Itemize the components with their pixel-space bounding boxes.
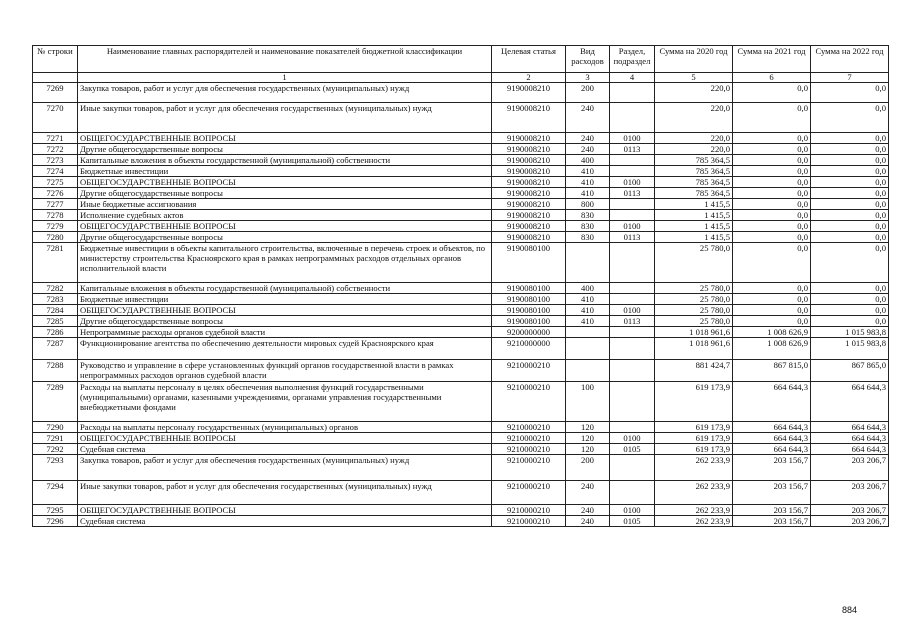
target-article-cell: 9190080100 [492, 305, 566, 316]
target-article-cell: 9190080100 [492, 283, 566, 294]
table-row [33, 83, 889, 103]
sum-2020-cell: 619 173,9 [655, 422, 733, 433]
sum-2020-cell: 220,0 [655, 144, 733, 155]
target-article-cell: 9190008210 [492, 199, 566, 210]
section-cell [610, 360, 655, 382]
name-cell: ОБЩЕГОСУДАРСТВЕННЫЕ ВОПРОСЫ [78, 221, 492, 232]
sum-2022-cell: 0,0 [811, 294, 889, 305]
sum-2021-cell: 0,0 [733, 155, 811, 166]
sum-2022-cell: 0,0 [811, 155, 889, 166]
sum-2020-cell: 1 415,5 [655, 199, 733, 210]
expense-type-cell: 800 [566, 199, 610, 210]
table-row [33, 210, 889, 221]
table-row [33, 455, 889, 481]
sum-2020-cell: 785 364,5 [655, 155, 733, 166]
section-cell: 0113 [610, 232, 655, 243]
sum-2020-cell: 1 415,5 [655, 221, 733, 232]
sum-2021-cell: 1 008 626,9 [733, 327, 811, 338]
target-article-cell: 9210000210 [492, 516, 566, 527]
table-row [33, 516, 889, 527]
target-article-cell: 9190008210 [492, 166, 566, 177]
section-cell [610, 455, 655, 481]
name-cell: Бюджетные инвестиции [78, 166, 492, 177]
sum-2020-cell: 220,0 [655, 133, 733, 144]
sum-2022-cell: 0,0 [811, 177, 889, 188]
section-cell: 0100 [610, 505, 655, 516]
sum-2022-cell: 0,0 [811, 133, 889, 144]
sum-2020-cell: 1 415,5 [655, 210, 733, 221]
row-number-cell: 7292 [33, 444, 78, 455]
table-row [33, 243, 889, 283]
section-cell [610, 294, 655, 305]
expense-type-cell [566, 338, 610, 360]
expense-type-cell: 410 [566, 188, 610, 199]
sum-2021-cell: 203 156,7 [733, 455, 811, 481]
row-number-cell: 7283 [33, 294, 78, 305]
table-row [33, 133, 889, 144]
target-article-cell: 9210000000 [492, 338, 566, 360]
expense-type-cell: 410 [566, 294, 610, 305]
sum-2021-cell: 0,0 [733, 188, 811, 199]
target-article-cell: 9190080100 [492, 294, 566, 305]
name-cell: Другие общегосударственные вопросы [78, 188, 492, 199]
sum-2020-cell: 619 173,9 [655, 433, 733, 444]
expense-type-cell: 240 [566, 103, 610, 133]
table-row [33, 199, 889, 210]
sum-2022-cell: 0,0 [811, 232, 889, 243]
row-number-cell: 7296 [33, 516, 78, 527]
table-row [33, 360, 889, 382]
name-cell: Другие общегосударственные вопросы [78, 232, 492, 243]
name-cell: Закупка товаров, работ и услуг для обеспечения государственных (муниципальных) нужд [78, 83, 492, 103]
sum-2020-cell: 262 233,9 [655, 505, 733, 516]
sum-2022-cell: 0,0 [811, 103, 889, 133]
row-number-cell: 7272 [33, 144, 78, 155]
table-row [33, 382, 889, 422]
expense-type-cell: 200 [566, 455, 610, 481]
sum-2020-cell: 881 424,7 [655, 360, 733, 382]
table-row [33, 338, 889, 360]
table-row [33, 316, 889, 327]
sum-2021-cell: 664 644,3 [733, 444, 811, 455]
row-number-cell: 7293 [33, 455, 78, 481]
name-cell: Иные бюджетные ассигнования [78, 199, 492, 210]
target-article-cell: 9210000210 [492, 360, 566, 382]
row-number-cell: 7290 [33, 422, 78, 433]
row-number-cell: 7276 [33, 188, 78, 199]
target-article-cell: 9190008210 [492, 221, 566, 232]
row-number-cell: 7285 [33, 316, 78, 327]
section-cell [610, 283, 655, 294]
section-cell [610, 210, 655, 221]
sum-2021-cell: 867 815,0 [733, 360, 811, 382]
name-cell: Расходы на выплаты персоналу в целях обеспечения выполнения функций государственными (муниципальными) органами, казенными учреждениями, органами управления государственными внебюджетными фондами [78, 382, 492, 422]
target-article-cell: 9190008210 [492, 103, 566, 133]
sum-2020-cell: 619 173,9 [655, 444, 733, 455]
sum-2020-cell: 25 780,0 [655, 305, 733, 316]
section-cell [610, 327, 655, 338]
name-cell: Функционирование агентства по обеспечению деятельности мировых судей Красноярского края [78, 338, 492, 360]
row-number-cell: 7286 [33, 327, 78, 338]
sum-2022-cell: 0,0 [811, 83, 889, 103]
header-name: Наименование главных распорядителей и наименование показателей бюджетной классификации [78, 46, 492, 73]
table-body [33, 83, 889, 527]
sum-2021-cell: 0,0 [733, 83, 811, 103]
table-row [33, 305, 889, 316]
name-cell: Другие общегосударственные вопросы [78, 144, 492, 155]
name-cell: Судебная система [78, 444, 492, 455]
name-cell: ОБЩЕГОСУДАРСТВЕННЫЕ ВОПРОСЫ [78, 433, 492, 444]
sum-2022-cell: 203 206,7 [811, 516, 889, 527]
sum-2021-cell: 664 644,3 [733, 382, 811, 422]
sum-2022-cell: 0,0 [811, 188, 889, 199]
header-row-no: № строки [33, 46, 78, 73]
section-cell [610, 243, 655, 283]
sum-2022-cell: 1 015 983,8 [811, 327, 889, 338]
index-cell: 7 [811, 73, 889, 83]
index-cell: 2 [492, 73, 566, 83]
sum-2021-cell: 203 156,7 [733, 516, 811, 527]
sum-2022-cell: 203 206,7 [811, 481, 889, 505]
row-number-cell: 7271 [33, 133, 78, 144]
row-number-cell: 7289 [33, 382, 78, 422]
sum-2021-cell: 0,0 [733, 243, 811, 283]
sum-2022-cell: 664 644,3 [811, 422, 889, 433]
sum-2022-cell: 0,0 [811, 166, 889, 177]
sum-2020-cell: 785 364,5 [655, 177, 733, 188]
budget-table [32, 45, 889, 527]
section-cell: 0105 [610, 444, 655, 455]
expense-type-cell: 120 [566, 422, 610, 433]
target-article-cell: 9200000000 [492, 327, 566, 338]
sum-2020-cell: 262 233,9 [655, 516, 733, 527]
index-cell: 3 [566, 73, 610, 83]
table-row [33, 327, 889, 338]
row-number-cell: 7295 [33, 505, 78, 516]
expense-type-cell: 400 [566, 283, 610, 294]
row-number-cell: 7277 [33, 199, 78, 210]
expense-type-cell: 200 [566, 83, 610, 103]
sum-2020-cell: 785 364,5 [655, 188, 733, 199]
row-number-cell: 7278 [33, 210, 78, 221]
target-article-cell: 9210000210 [492, 444, 566, 455]
name-cell: Бюджетные инвестиции [78, 294, 492, 305]
expense-type-cell: 240 [566, 516, 610, 527]
sum-2022-cell: 664 644,3 [811, 433, 889, 444]
section-cell: 0113 [610, 188, 655, 199]
section-cell [610, 481, 655, 505]
sum-2021-cell: 0,0 [733, 210, 811, 221]
expense-type-cell: 410 [566, 166, 610, 177]
table-row [33, 103, 889, 133]
row-number-cell: 7281 [33, 243, 78, 283]
table-row [33, 505, 889, 516]
header-sum-2022: Сумма на 2022 год [811, 46, 889, 73]
sum-2022-cell: 0,0 [811, 144, 889, 155]
row-number-cell: 7275 [33, 177, 78, 188]
sum-2020-cell: 262 233,9 [655, 481, 733, 505]
sum-2021-cell: 203 156,7 [733, 481, 811, 505]
sum-2021-cell: 664 644,3 [733, 422, 811, 433]
section-cell [610, 422, 655, 433]
sum-2022-cell: 1 015 983,8 [811, 338, 889, 360]
expense-type-cell: 240 [566, 481, 610, 505]
table-row [33, 422, 889, 433]
target-article-cell: 9210000210 [492, 433, 566, 444]
name-cell: Закупка товаров, работ и услуг для обеспечения государственных (муниципальных) нужд [78, 455, 492, 481]
target-article-cell: 9190008210 [492, 177, 566, 188]
section-cell: 0113 [610, 316, 655, 327]
name-cell: Иные закупки товаров, работ и услуг для обеспечения государственных (муниципальных) нужд [78, 481, 492, 505]
target-article-cell: 9210000210 [492, 481, 566, 505]
sum-2021-cell: 0,0 [733, 144, 811, 155]
target-article-cell: 9210000210 [492, 422, 566, 433]
section-cell [610, 382, 655, 422]
table-row [33, 221, 889, 232]
header-sum-2021: Сумма на 2021 год [733, 46, 811, 73]
section-cell [610, 155, 655, 166]
sum-2022-cell: 664 644,3 [811, 444, 889, 455]
index-cell: 6 [733, 73, 811, 83]
sum-2022-cell: 0,0 [811, 316, 889, 327]
row-number-cell: 7274 [33, 166, 78, 177]
sum-2022-cell: 0,0 [811, 210, 889, 221]
sum-2021-cell: 0,0 [733, 199, 811, 210]
expense-type-cell: 830 [566, 232, 610, 243]
expense-type-cell: 830 [566, 210, 610, 221]
expense-type-cell [566, 243, 610, 283]
expense-type-cell: 120 [566, 433, 610, 444]
section-cell: 0100 [610, 177, 655, 188]
expense-type-cell: 410 [566, 305, 610, 316]
sum-2022-cell: 867 865,0 [811, 360, 889, 382]
header-row [33, 46, 889, 73]
index-cell: 4 [610, 73, 655, 83]
target-article-cell: 9190008210 [492, 144, 566, 155]
section-cell: 0100 [610, 305, 655, 316]
header-sum-2020: Сумма на 2020 год [655, 46, 733, 73]
sum-2022-cell: 0,0 [811, 221, 889, 232]
section-cell [610, 103, 655, 133]
sum-2020-cell: 785 364,5 [655, 166, 733, 177]
sum-2021-cell: 0,0 [733, 316, 811, 327]
sum-2021-cell: 0,0 [733, 103, 811, 133]
sum-2022-cell: 0,0 [811, 283, 889, 294]
sum-2021-cell: 0,0 [733, 294, 811, 305]
expense-type-cell: 240 [566, 144, 610, 155]
name-cell: Судебная система [78, 516, 492, 527]
name-cell: ОБЩЕГОСУДАРСТВЕННЫЕ ВОПРОСЫ [78, 133, 492, 144]
sum-2020-cell: 1 415,5 [655, 232, 733, 243]
name-cell: Исполнение судебных актов [78, 210, 492, 221]
name-cell: ОБЩЕГОСУДАРСТВЕННЫЕ ВОПРОСЫ [78, 305, 492, 316]
row-number-cell: 7273 [33, 155, 78, 166]
target-article-cell: 9190008210 [492, 210, 566, 221]
sum-2020-cell: 1 018 961,6 [655, 327, 733, 338]
sum-2021-cell: 664 644,3 [733, 433, 811, 444]
sum-2022-cell: 203 206,7 [811, 505, 889, 516]
table-row [33, 144, 889, 155]
row-number-cell: 7287 [33, 338, 78, 360]
sum-2022-cell: 0,0 [811, 305, 889, 316]
sum-2021-cell: 0,0 [733, 232, 811, 243]
sum-2020-cell: 220,0 [655, 103, 733, 133]
table-row [33, 283, 889, 294]
sum-2022-cell: 0,0 [811, 199, 889, 210]
name-cell: Непрограммные расходы органов судебной власти [78, 327, 492, 338]
section-cell [610, 199, 655, 210]
name-cell: Расходы на выплаты персоналу государственных (муниципальных) органов [78, 422, 492, 433]
row-number-cell: 7291 [33, 433, 78, 444]
name-cell: ОБЩЕГОСУДАРСТВЕННЫЕ ВОПРОСЫ [78, 177, 492, 188]
section-cell: 0100 [610, 433, 655, 444]
sum-2020-cell: 25 780,0 [655, 283, 733, 294]
row-number-cell: 7282 [33, 283, 78, 294]
expense-type-cell: 100 [566, 382, 610, 422]
section-cell: 0100 [610, 221, 655, 232]
name-cell: ОБЩЕГОСУДАРСТВЕННЫЕ ВОПРОСЫ [78, 505, 492, 516]
name-cell: Руководство и управление в сфере установленных функций органов государственной власти в рамках непрограммных расходов органов судебной власти [78, 360, 492, 382]
section-cell: 0105 [610, 516, 655, 527]
index-cell: 5 [655, 73, 733, 83]
sum-2020-cell: 220,0 [655, 83, 733, 103]
expense-type-cell: 410 [566, 177, 610, 188]
table-row [33, 155, 889, 166]
expense-type-cell: 400 [566, 155, 610, 166]
index-cell: 1 [78, 73, 492, 83]
sum-2020-cell: 619 173,9 [655, 382, 733, 422]
header-target: Целевая статья [492, 46, 566, 73]
sum-2021-cell: 0,0 [733, 166, 811, 177]
target-article-cell: 9190008210 [492, 83, 566, 103]
target-article-cell: 9190008210 [492, 133, 566, 144]
section-cell: 0100 [610, 133, 655, 144]
name-cell: Бюджетные инвестиции в объекты капитального строительства, включенные в перечень строек и объектов, по министерству строительства Красноярского края в рамках непрограммных расходов отдельных органов исполнительной власти [78, 243, 492, 283]
name-cell: Иные закупки товаров, работ и услуг для обеспечения государственных (муниципальных) нужд [78, 103, 492, 133]
sum-2020-cell: 25 780,0 [655, 316, 733, 327]
sum-2021-cell: 0,0 [733, 221, 811, 232]
target-article-cell: 9190008210 [492, 232, 566, 243]
target-article-cell: 9210000210 [492, 382, 566, 422]
sum-2020-cell: 25 780,0 [655, 294, 733, 305]
table-row [33, 433, 889, 444]
section-cell: 0113 [610, 144, 655, 155]
table-row [33, 166, 889, 177]
header-vid: Вид расходов [566, 46, 610, 73]
name-cell: Другие общегосударственные вопросы [78, 316, 492, 327]
sum-2021-cell: 0,0 [733, 305, 811, 316]
target-article-cell: 9190008210 [492, 188, 566, 199]
row-number-cell: 7270 [33, 103, 78, 133]
target-article-cell: 9210000210 [492, 505, 566, 516]
row-number-cell: 7288 [33, 360, 78, 382]
table-row [33, 444, 889, 455]
table-row [33, 177, 889, 188]
expense-type-cell [566, 360, 610, 382]
sum-2021-cell: 203 156,7 [733, 505, 811, 516]
sum-2021-cell: 0,0 [733, 177, 811, 188]
section-cell [610, 166, 655, 177]
row-number-cell: 7284 [33, 305, 78, 316]
table-row [33, 481, 889, 505]
section-cell [610, 83, 655, 103]
expense-type-cell: 120 [566, 444, 610, 455]
expense-type-cell: 240 [566, 133, 610, 144]
sum-2021-cell: 0,0 [733, 283, 811, 294]
table-row [33, 232, 889, 243]
row-number-cell: 7280 [33, 232, 78, 243]
table-row [33, 294, 889, 305]
header-razdel: Раздел, подраздел [610, 46, 655, 73]
target-article-cell: 9210000210 [492, 455, 566, 481]
row-number-cell: 7269 [33, 83, 78, 103]
expense-type-cell: 830 [566, 221, 610, 232]
expense-type-cell: 240 [566, 505, 610, 516]
sum-2021-cell: 1 008 626,9 [733, 338, 811, 360]
target-article-cell: 9190008210 [492, 155, 566, 166]
expense-type-cell: 410 [566, 316, 610, 327]
table-row [33, 188, 889, 199]
target-article-cell: 9190080100 [492, 316, 566, 327]
row-number-cell: 7279 [33, 221, 78, 232]
sum-2022-cell: 203 206,7 [811, 455, 889, 481]
target-article-cell: 9190080100 [492, 243, 566, 283]
row-number-cell: 7294 [33, 481, 78, 505]
sum-2022-cell: 0,0 [811, 243, 889, 283]
sum-2020-cell: 25 780,0 [655, 243, 733, 283]
name-cell: Капитальные вложения в объекты государственной (муниципальной) собственности [78, 155, 492, 166]
index-cell-empty [33, 73, 78, 83]
sum-2020-cell: 262 233,9 [655, 455, 733, 481]
sum-2022-cell: 664 644,3 [811, 382, 889, 422]
section-cell [610, 338, 655, 360]
name-cell: Капитальные вложения в объекты государственной (муниципальной) собственности [78, 283, 492, 294]
page-number: 884 [841, 605, 857, 615]
column-index-row [33, 73, 889, 83]
sum-2020-cell: 1 018 961,6 [655, 338, 733, 360]
sum-2021-cell: 0,0 [733, 133, 811, 144]
expense-type-cell [566, 327, 610, 338]
